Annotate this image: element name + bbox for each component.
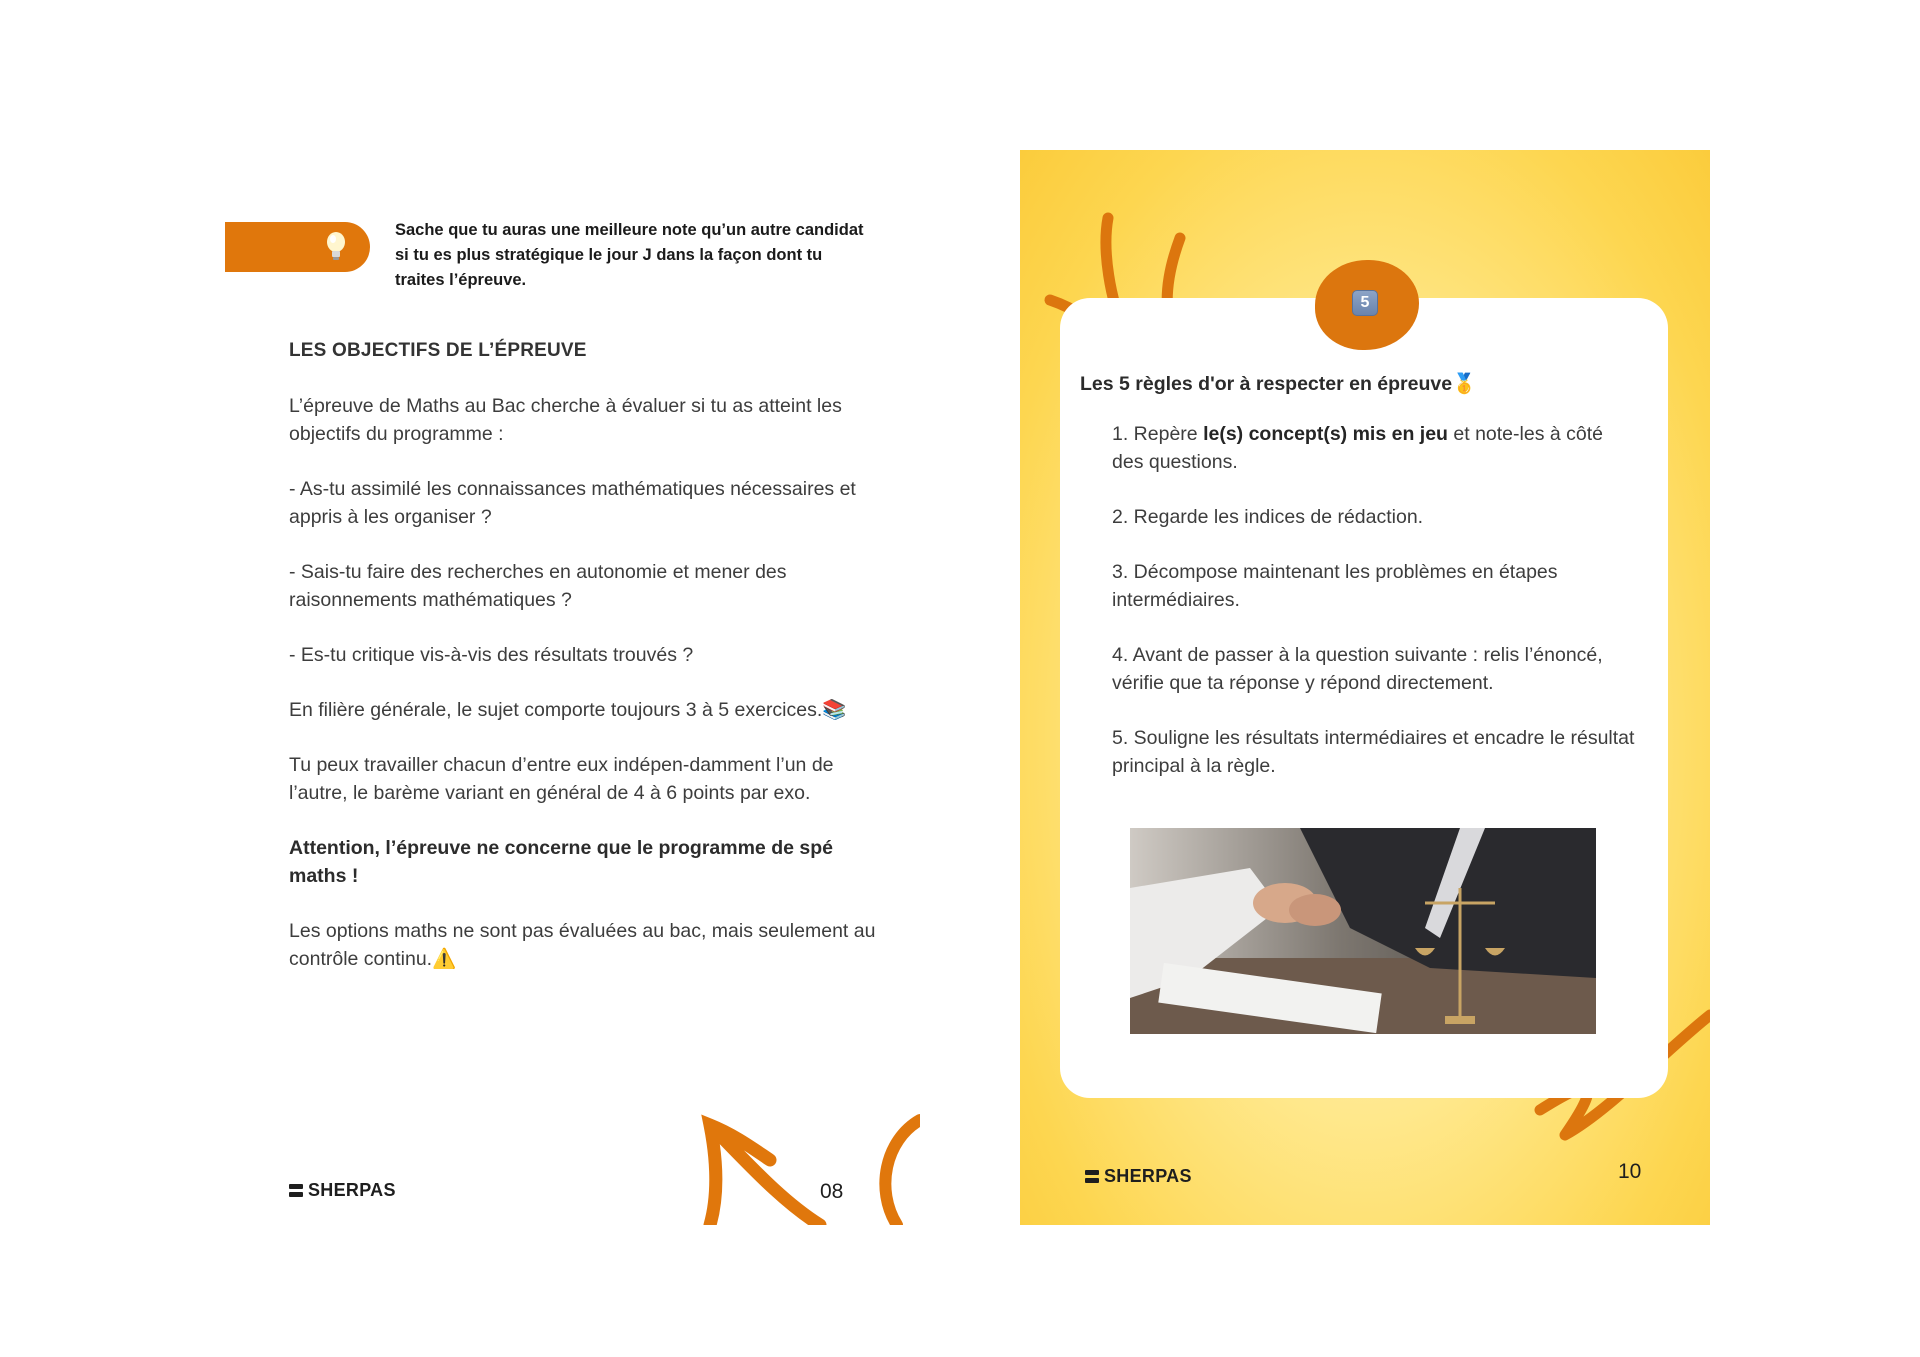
- section-title: LES OBJECTIFS DE L’ÉPREUVE: [289, 340, 587, 361]
- page-number: 08: [820, 1180, 844, 1203]
- keycap-five-icon: 5: [1352, 290, 1378, 316]
- brand-name: SHERPAS: [1104, 1166, 1192, 1186]
- paragraph: En filière générale, le sujet comporte toujours 3 à 5 exercices.📚: [289, 699, 847, 721]
- paragraph: - Sais-tu faire des recherches en autonomie et mener des raisonnements mathématiques ?: [289, 561, 787, 611]
- tip-text: Sache que tu auras une meilleure note qu’un autre candidat si tu es plus stratégique le jour J dans la façon dont tu traites l’épreuve.: [395, 221, 864, 289]
- brand-logo: [1085, 1166, 1192, 1187]
- warning-paragraph: Attention, l’épreuve ne concerne que le programme de spé maths !: [289, 837, 833, 887]
- right-page: [1020, 150, 1710, 1225]
- rule-item: 3. Décompose maintenant les problèmes en étapes intermédiaires.: [1112, 561, 1558, 611]
- decorative-brush-strokes: [225, 150, 920, 1225]
- paragraph: Les options maths ne sont pas évaluées au bac, mais seulement au contrôle continu.⚠️: [289, 920, 876, 970]
- brand-logo: [289, 1180, 396, 1201]
- sherpas-logo-icon: [1085, 1170, 1099, 1183]
- rule-item: 1. Repère le(s) concept(s) mis en jeu et note-les à côté des questions.: [1112, 423, 1603, 473]
- rule-item: 2. Regarde les indices de rédaction.: [1112, 506, 1424, 528]
- page-number: 10: [1618, 1160, 1642, 1183]
- rules-list: [1112, 420, 1637, 807]
- rule-item: 4. Avant de passer à la question suivante : relis l’énoncé, vérifie que ta réponse y répond directement.: [1112, 644, 1603, 694]
- paragraph: - As-tu assimilé les connaissances mathématiques nécessaires et appris à les organiser ?: [289, 478, 856, 528]
- sherpas-logo-icon: [289, 1184, 303, 1197]
- left-page: [225, 150, 920, 1225]
- card-title: Les 5 règles d'or à respecter en épreuve🥇: [1080, 373, 1477, 395]
- handshake-justice-scale-photo: [1130, 828, 1596, 1034]
- rule-item: 5. Souligne les résultats intermédiaires et encadre le résultat principal à la règle.: [1112, 727, 1635, 777]
- brand-name: SHERPAS: [308, 1180, 396, 1200]
- paragraph: - Es-tu critique vis-à-vis des résultats trouvés ?: [289, 644, 694, 666]
- paragraph: L’épreuve de Maths au Bac cherche à évaluer si tu as atteint les objectifs du programme :: [289, 395, 842, 445]
- paragraph: Tu peux travailler chacun d’entre eux indépen-damment l’un de l’autre, le barème variant en général de 4 à 6 points par exo.: [289, 754, 834, 804]
